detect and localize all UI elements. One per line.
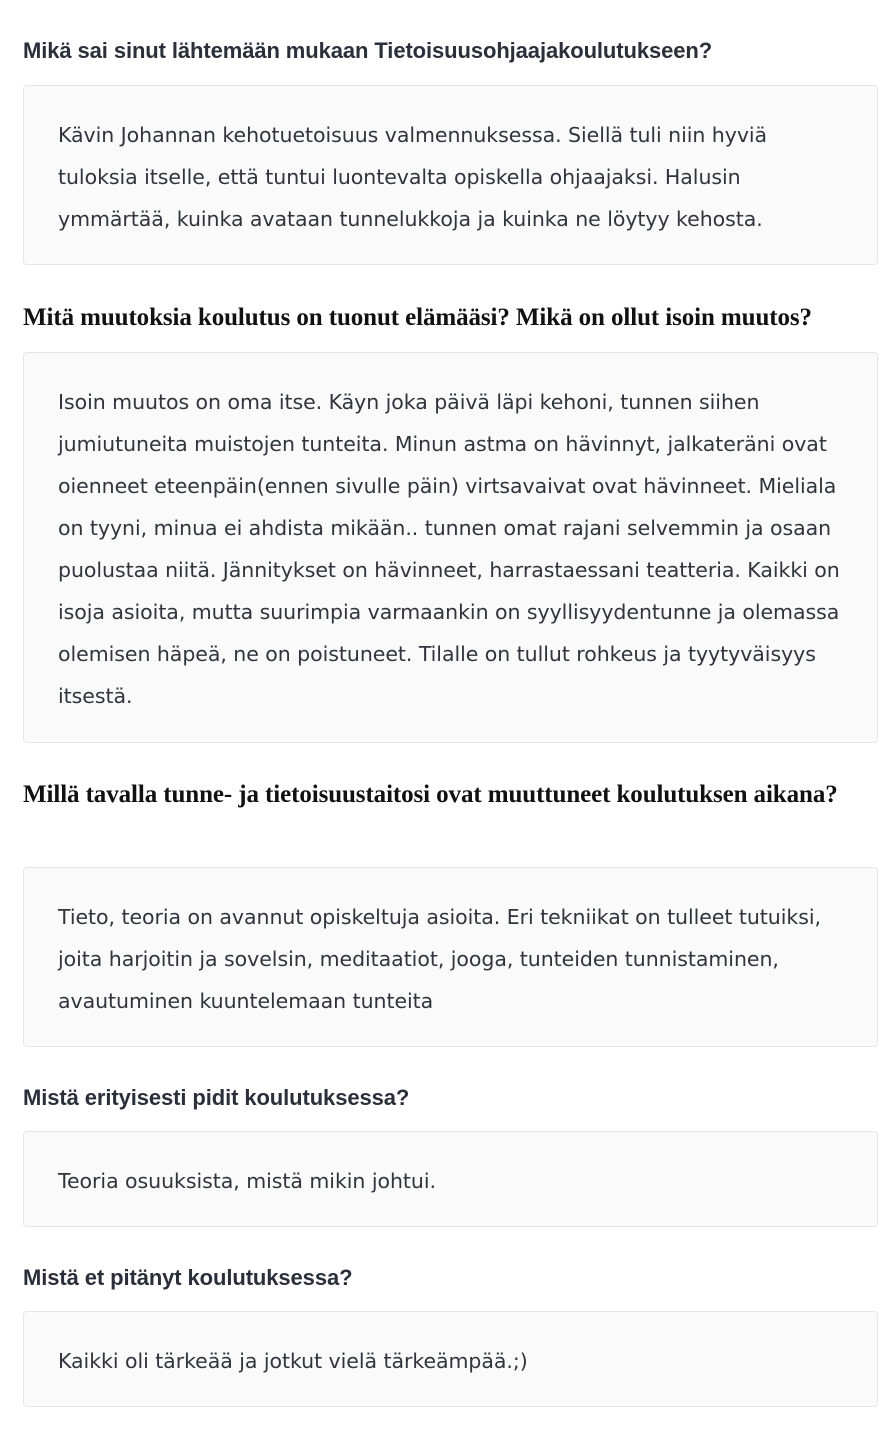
question-4: Mistä erityisesti pidit koulutuksessa? <box>23 1085 410 1110</box>
question-1: Mikä sai sinut lähtemään mukaan Tietoisuusohjaajakoulutukseen? <box>23 38 713 63</box>
question-3: Millä tavalla tunne- ja tietoisuustaitosi ovat muuttuneet koulutuksen aikana? <box>23 781 838 808</box>
answer-text-1: Kävin Johannan kehotuetoisuus valmennuksessa. Siellä tuli niin hyviä tuloksia itselle, että tuntui luontevalta opiskella ohjaajaksi. Halusin ymmärtää, kuinka avataan tunnelukkoja ja kuinka ne löytyy kehosta. <box>58 123 768 231</box>
answer-box-2 <box>23 352 878 743</box>
question-5: Mistä et pitänyt koulutuksessa? <box>23 1265 353 1290</box>
answer-text-4: Teoria osuuksista, mistä mikin johtui. <box>58 1169 436 1193</box>
answer-box-4 <box>23 1131 878 1227</box>
answer-text-3: Tieto, teoria on avannut opiskeltuja asioita. Eri tekniikat on tulleet tutuiksi, joita harjoitin ja sovelsin, meditaatiot, jooga, tunteiden tunnistaminen, avautuminen kuuntelemaan tunteita <box>58 905 821 1013</box>
answer-text-2: Isoin muutos on oma itse. Käyn joka päivä läpi kehoni, tunnen siihen jumiutuneita muistojen tunteita. Minun astma on hävinnyt, jalkateräni ovat oienneet eteenpäin(ennen sivulle päin) virtsavaivat ovat hävinneet. Mieliala on tyyni, minua ei ahdista mikään.. tunnen omat rajani selvemmin ja osaan puolustaa niitä. Jännitykset on hävinneet, harrastaessani teatteria. Kaikki on isoja asioita, mutta suurimpia varmaankin on syyllisyydentunne ja olemassa olemisen häpeä, ne on poistuneet. Tilalle on tullut rohkeus ja tyytyväisyys itsestä. <box>58 390 840 708</box>
question-2: Mitä muutoksia koulutus on tuonut elämääsi? Mikä on ollut isoin muutos? <box>23 304 812 331</box>
answer-text-5: Kaikki oli tärkeää ja jotkut vielä tärkeämpää.;) <box>58 1349 528 1373</box>
answer-box-1 <box>23 85 878 265</box>
answer-box-3 <box>23 867 878 1047</box>
answer-box-5 <box>23 1311 878 1407</box>
